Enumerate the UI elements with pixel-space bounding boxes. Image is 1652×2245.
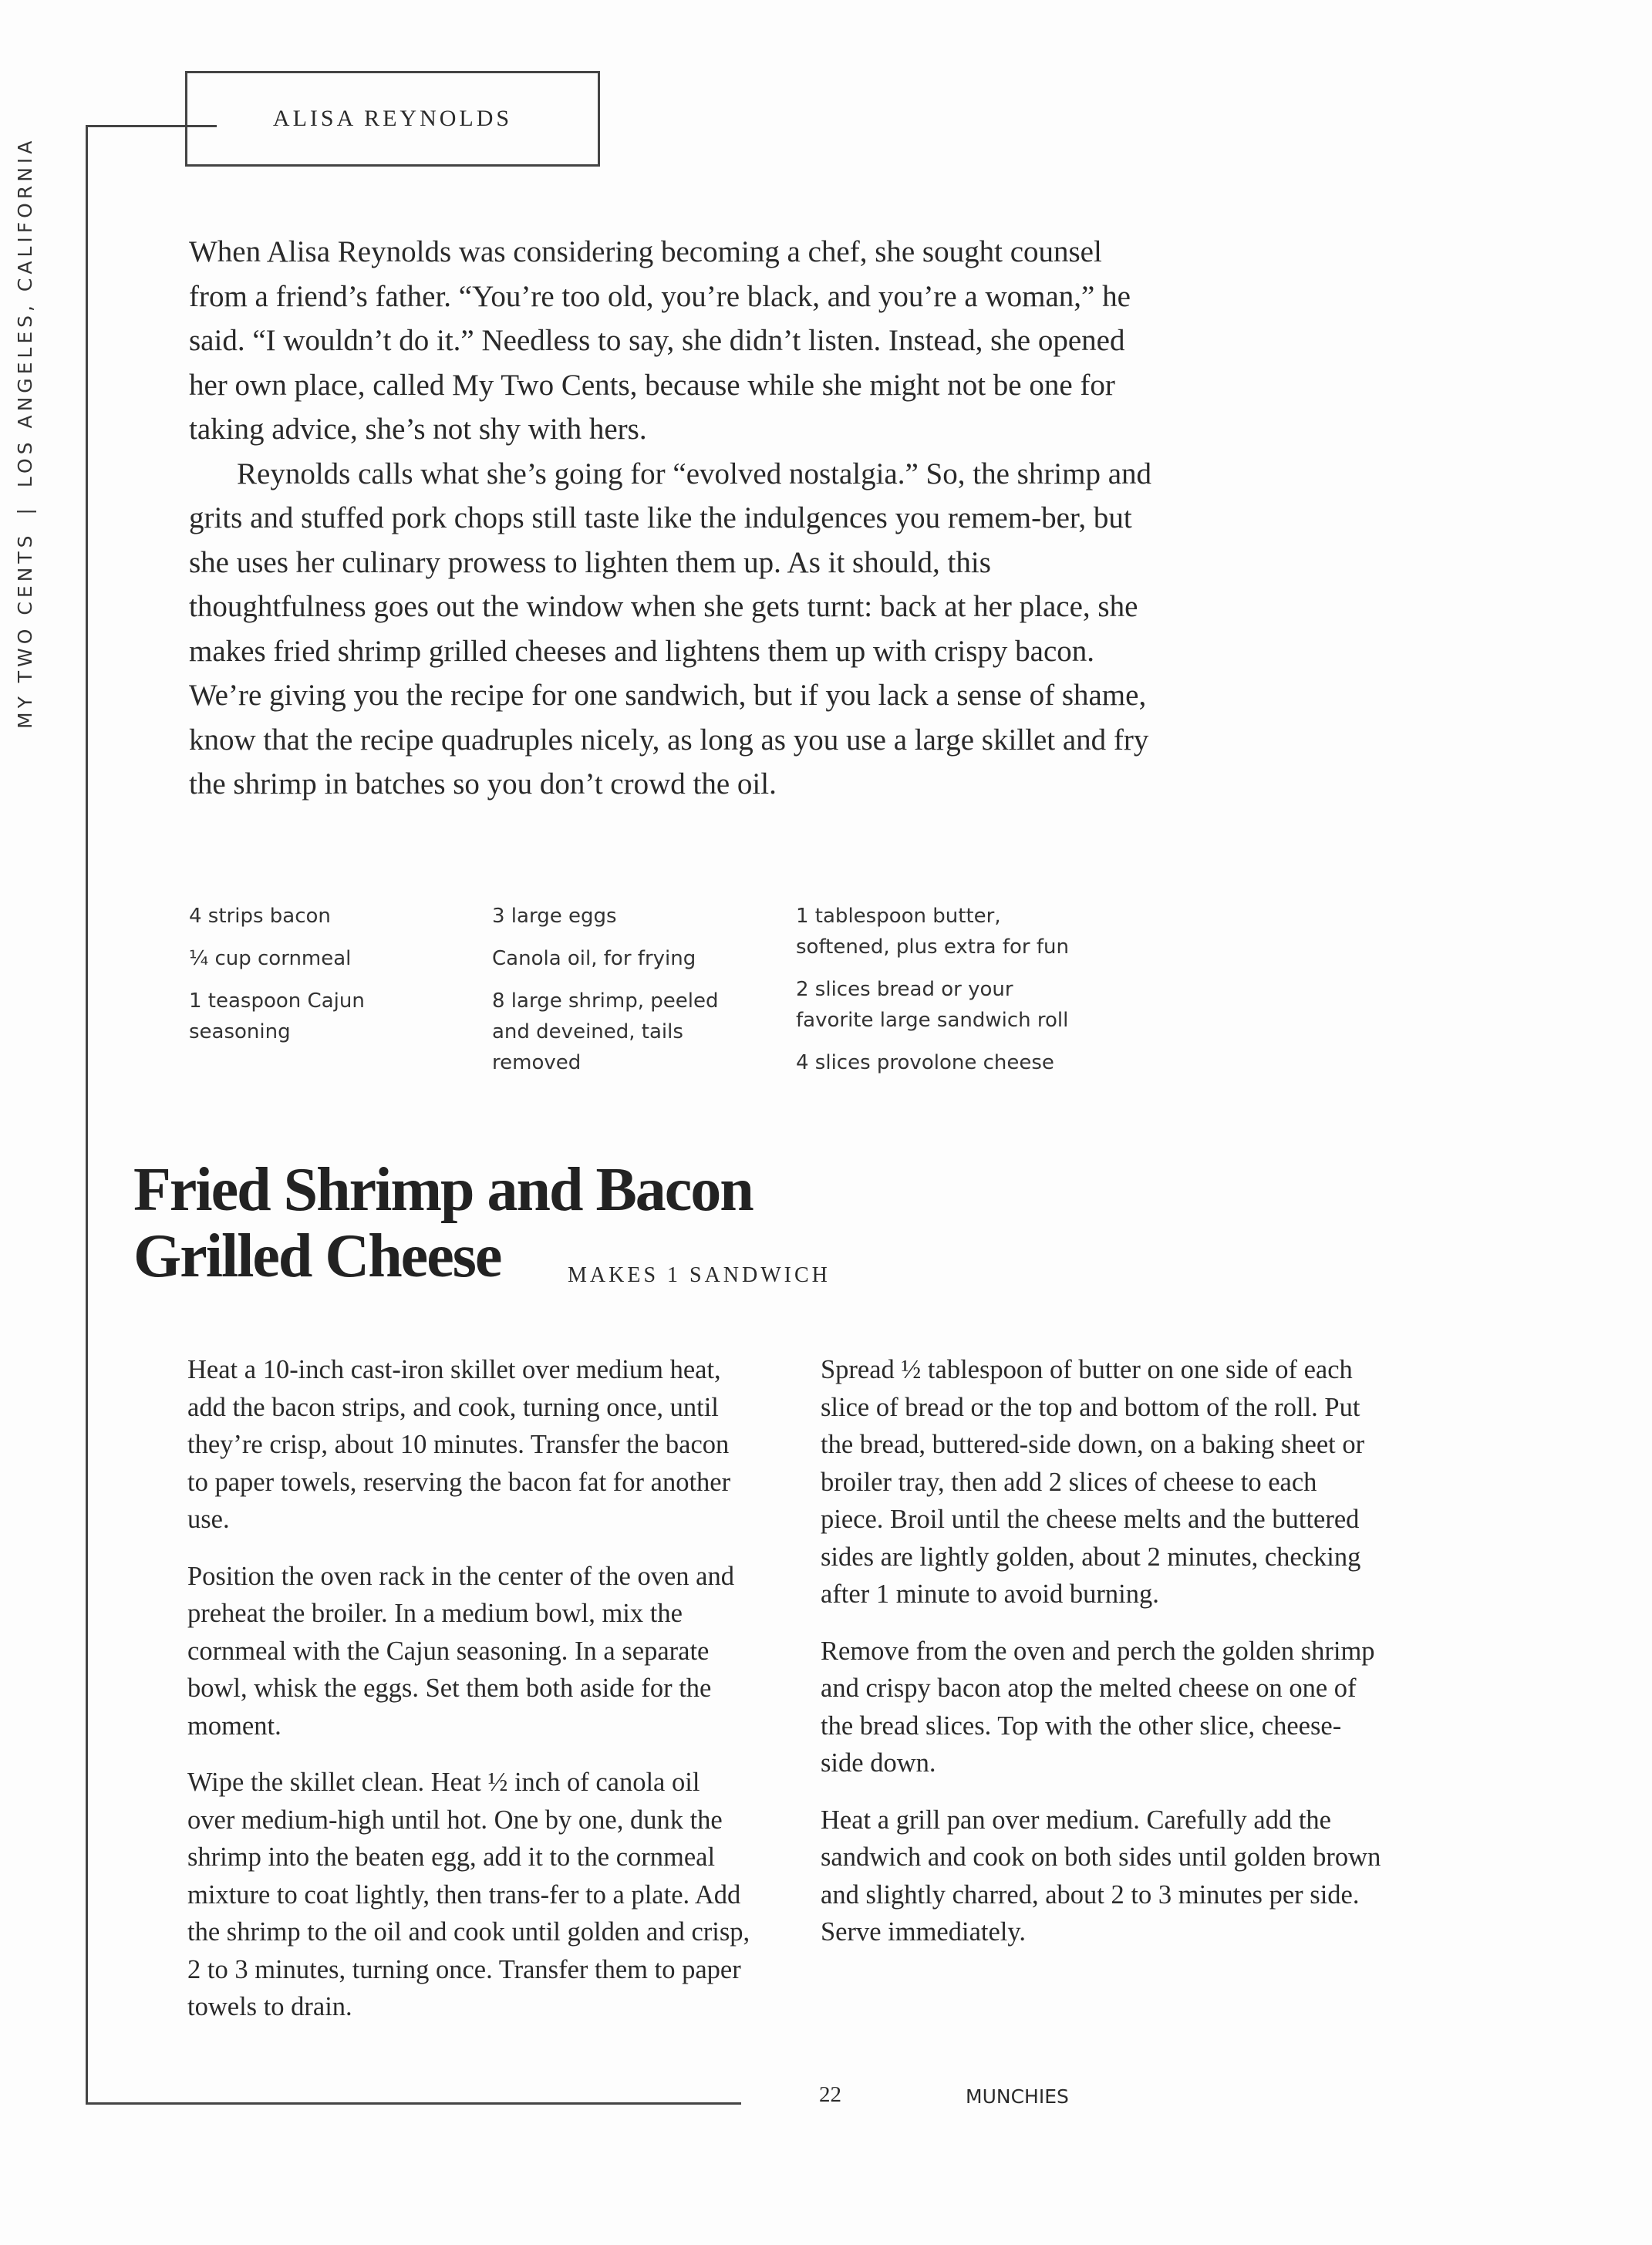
ingredients-column-1: [189, 901, 467, 1059]
page-number: 22: [819, 2082, 841, 2107]
publication-name: MUNCHIES: [966, 2085, 1069, 2108]
frame-line-left: [86, 125, 88, 2104]
step: Spread ½ tablespoon of butter on one side of each slice of bread or the top and bottom of the roll. Put the bread, buttered-side down, on a baking sheet or broiler tray, then add 2 slices of cheese to each piece. Broil until the cheese melts and the buttered sides are lightly golden, about 2 minutes, checking after 1 minute to avoid burning.: [821, 1355, 1365, 1609]
ingredient: ¼ cup cornmeal: [189, 947, 352, 970]
ingredient: 1 tablespoon butter, softened, plus extra for fun: [796, 905, 1069, 959]
ingredient: 4 slices provolone cheese: [796, 1051, 1054, 1074]
intro-paragraph: When Alisa Reynolds was considering becoming a chef, she sought counsel from a friend’s father. “You’re too old, you’re black, and you’re a woman,” he said. “I wouldn’t do it.” Needless to say, she didn’t listen. Instead, she opened her own place, called My Two Cents, because while she might not be one for taking advice, she’s not shy with hers.: [189, 235, 1131, 446]
ingredient: 1 teaspoon Cajun seasoning: [189, 989, 365, 1043]
ingredient: 3 large eggs: [492, 905, 617, 928]
chef-name-box: [185, 71, 600, 167]
intro-paragraph: Reynolds calls what she’s going for “evolved nostalgia.” So, the shrimp and grits and stuffed pork chops still taste like the indulgences you remem-ber, but she uses her culinary prowess to lighten them up. As it should, this thoughtfulness goes out the window when she gets turnt: back at her place, she makes fried shrimp grilled cheeses and lightens them up with crispy bacon. We’re giving you the recipe for one sandwich, but if you lack a sense of shame, know that the recipe quadruples nicely, as long as you use a large skillet and fry the shrimp in batches so you don’t crowd the oil.: [189, 457, 1152, 801]
ingredients-column-2: [492, 901, 723, 1090]
chef-name: ALISA REYNOLDS: [272, 106, 513, 131]
step: Remove from the oven and perch the golden shrimp and crispy bacon atop the melted cheese on one of the bread slices. Top with the other slice, cheese-side down.: [821, 1636, 1375, 1778]
ingredients-column-3: [796, 901, 1074, 1090]
step: Heat a grill pan over medium. Carefully add the sandwich and cook on both sides until golden brown and slightly charred, about 2 to 3 minutes per side. Serve immediately.: [821, 1805, 1381, 1947]
frame-line-bottom: [86, 2102, 741, 2105]
separator: |: [14, 504, 36, 515]
ingredient: 4 strips bacon: [189, 905, 331, 928]
recipe-yield: MAKES 1 SANDWICH: [568, 1263, 831, 1287]
recipe-title-line-1: Fried Shrimp and Bacon: [133, 1156, 753, 1224]
step: Heat a 10-inch cast-iron skillet over medium heat, add the bacon strips, and cook, turning once, until they’re crisp, about 10 minutes. Transfer the bacon to paper towels, reserving the bacon fat for another use.: [187, 1355, 731, 1534]
step: Wipe the skillet clean. Heat ½ inch of canola oil over medium-high until hot. One by one, dunk the shrimp into the beaten egg, add it to the cornmeal mixture to coat lightly, then trans-fer to a plate. Add the shrimp to the oil and cook until golden and crisp, 2 to 3 minutes, turning once. Transfer them to paper towels to drain.: [187, 1768, 750, 2021]
intro-text: [189, 230, 1161, 807]
ingredient: Canola oil, for frying: [492, 947, 696, 970]
location: LOS ANGELES, CALIFORNIA: [14, 137, 36, 488]
recipe-title-line-2: Grilled Cheese: [133, 1222, 501, 1290]
ingredient: 8 large shrimp, peeled and deveined, tails removed: [492, 989, 719, 1074]
steps-left-column: [187, 1351, 750, 2045]
side-label: [14, 137, 36, 729]
steps-right-column: [821, 1351, 1384, 1970]
restaurant-name: MY TWO CENTS: [14, 531, 36, 729]
step: Position the oven rack in the center of the oven and preheat the broiler. In a medium bowl, mix the cornmeal with the Cajun seasoning. In a separate bowl, whisk the eggs. Set them both aside for the moment.: [187, 1561, 734, 1741]
ingredient: 2 slices bread or your favorite large sandwich roll: [796, 978, 1069, 1032]
